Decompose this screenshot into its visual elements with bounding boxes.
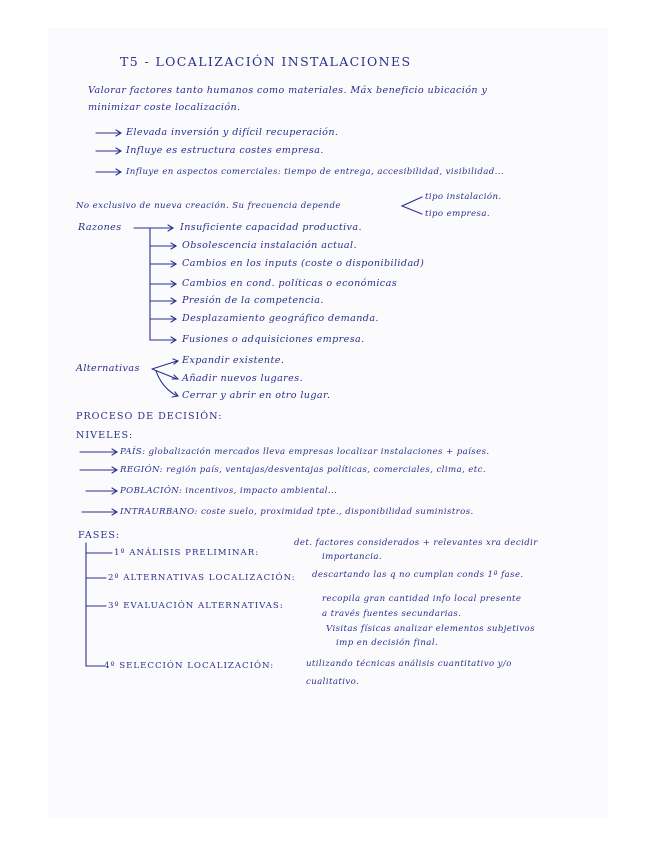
level-item: INTRAURBANO: coste suelo, proximidad tpte., disponibilidad suministros.	[120, 507, 474, 517]
reason-item: Cambios en cond. políticas o económicas	[182, 278, 398, 289]
phase-4-line: cualitativo.	[306, 677, 360, 687]
alternative-item: Expandir existente.	[182, 355, 285, 366]
frequency-branch-2: tipo empresa.	[425, 209, 491, 219]
phase-4-name: 4º SELECCIÓN LOCALIZACIÓN:	[104, 661, 275, 671]
levels-label: NIVELES:	[76, 430, 134, 441]
phase-3-line: Visitas físicas analizar elementos subjetivos	[326, 624, 535, 634]
reason-item: Cambios en los inputs (coste o disponibilidad)	[182, 258, 425, 269]
intro-bullet-1: Elevada inversión y difícil recuperación.	[126, 127, 339, 138]
frequency-branch-1: tipo instalación.	[425, 192, 502, 202]
phases-label: FASES:	[78, 530, 121, 541]
reason-item: Presión de la competencia.	[182, 295, 324, 306]
alternative-item: Añadir nuevos lugares.	[182, 373, 304, 384]
phase-2-line: descartando las q no cumplan conds 1ª fase.	[312, 570, 524, 580]
intro-bullet-3: Influye en aspectos comerciales: tiempo de entrega, accesibilidad, visibilidad...	[126, 167, 505, 177]
level-item: REGIÓN: región país, ventajas/desventajas políticas, comerciales, clima, etc.	[120, 465, 486, 475]
alternative-item: Cerrar y abrir en otro lugar.	[182, 390, 331, 401]
alternatives-label: Alternativas	[76, 363, 140, 374]
phase-1-line: det. factores considerados + relevantes xra decidir	[294, 538, 538, 548]
reasons-label: Razones	[78, 222, 122, 233]
process-heading: PROCESO DE DECISIÓN:	[76, 411, 223, 422]
reason-item: Obsolescencia instalación actual.	[182, 240, 357, 251]
phase-4-line: utilizando técnicas análisis cuantitativo y/o	[306, 659, 512, 669]
level-item: PAÍS: globalización mercados lleva empresas localizar instalaciones + países.	[120, 447, 490, 457]
phase-3-line: imp en decisión final.	[336, 638, 439, 648]
phase-2-name: 2º ALTERNATIVAS LOCALIZACIÓN:	[108, 573, 296, 583]
phase-1-line: importancia.	[322, 552, 383, 562]
page-title: T5 - LOCALIZACIÓN INSTALACIONES	[120, 54, 412, 69]
intro-bullet-2: Influye es estructura costes empresa.	[126, 145, 324, 156]
level-item: POBLACIÓN: incentivos, impacto ambiental...	[120, 486, 338, 496]
phase-3-line: a través fuentes secundarias.	[322, 609, 462, 619]
reason-item: Fusiones o adquisiciones empresa.	[182, 334, 365, 345]
reason-item: Insuficiente capacidad productiva.	[180, 222, 362, 233]
phase-3-name: 3º EVALUACIÓN ALTERNATIVAS:	[108, 601, 284, 611]
phase-1-name: 1º ANÁLISIS PRELIMINAR:	[114, 548, 260, 558]
intro-line-2: minimizar coste localización.	[88, 102, 241, 113]
intro-line-1: Valorar factores tanto humanos como materiales. Máx beneficio ubicación y	[88, 85, 488, 96]
frequency-text: No exclusivo de nueva creación. Su frecuencia depende	[76, 201, 341, 211]
reason-item: Desplazamiento geográfico demanda.	[182, 313, 379, 324]
phase-3-line: recopila gran cantidad info local presente	[322, 594, 522, 604]
